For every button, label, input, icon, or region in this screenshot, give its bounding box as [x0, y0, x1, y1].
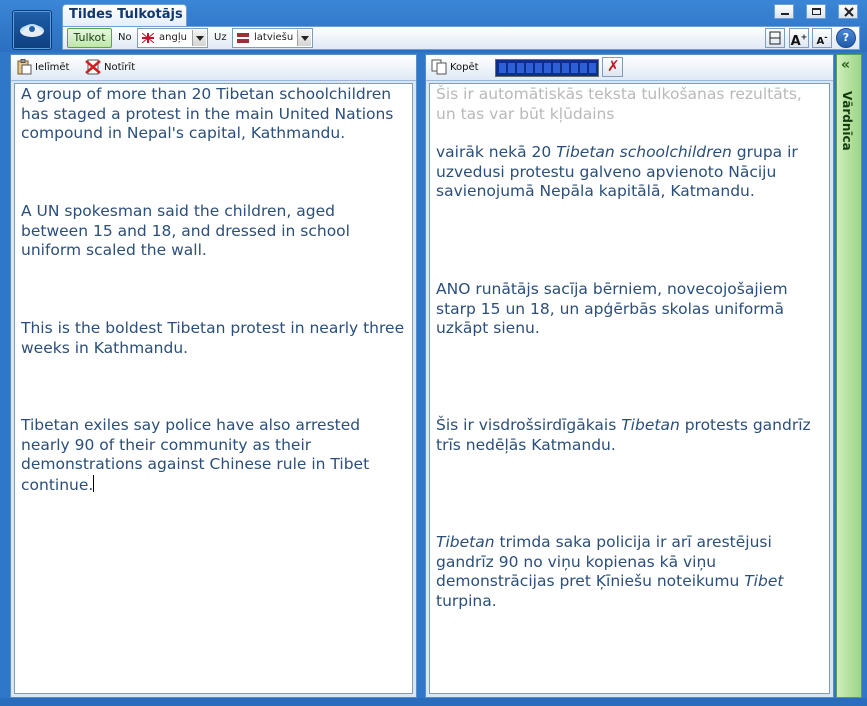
translation-fragment: vairāk nekā 20 — [436, 143, 557, 161]
progress-segment — [553, 63, 560, 73]
layout-toggle-button[interactable] — [765, 28, 785, 48]
source-paragraph-4 — [21, 416, 406, 495]
translation-output[interactable] — [429, 83, 830, 694]
progress-segment — [517, 63, 524, 73]
help-icon: ? — [842, 31, 850, 44]
target-language-select[interactable] — [232, 28, 313, 48]
source-panel-toolbar — [11, 55, 416, 81]
uk-flag-icon — [142, 33, 154, 43]
source-paragraph-1: A group of more than 20 Tibetan schoolchildren has staged a protest in the main United Nations compound in Nepal's capital, Kathmandu. — [21, 85, 394, 142]
source-language-value: angļu — [159, 32, 187, 43]
layout-icon — [769, 31, 781, 45]
clear-icon — [85, 59, 101, 75]
chevron-down-icon[interactable] — [192, 30, 206, 46]
untranslated-term: Tibetan — [621, 416, 680, 434]
from-label: No — [118, 32, 132, 43]
help-button[interactable] — [836, 28, 856, 48]
progress-segment — [535, 63, 542, 73]
font-decrease-icon: A- — [816, 33, 828, 48]
to-label: Uz — [214, 32, 227, 43]
copy-icon — [431, 59, 447, 75]
translation-fragment: turpina. — [436, 591, 497, 610]
translation-paragraph-3 — [436, 416, 823, 455]
font-increase-button[interactable] — [789, 28, 809, 48]
status-bar — [0, 698, 867, 706]
dictionary-label: Vārdnīca — [840, 91, 854, 151]
title-bar — [0, 0, 867, 52]
translation-paragraph-1 — [436, 143, 823, 202]
maximize-button[interactable] — [806, 4, 826, 19]
progress-segment — [589, 63, 596, 73]
close-icon: ✗ — [607, 57, 620, 75]
source-paragraph-4-text: Tibetan exiles say police have also arrested nearly 90 of their community as their demonstrations against Chinese rule in Tibet continue. — [21, 416, 370, 494]
source-text-input[interactable] — [14, 83, 413, 694]
translation-fragment: trimda saka policija ir arī arestējusi gandrīz 90 no viņu kopienas kā viņu demonstrācijas pret Ķīniešu noteikumu — [436, 533, 772, 590]
text-cursor — [93, 475, 94, 492]
progress-segment — [499, 63, 506, 73]
stop-translation-button[interactable] — [602, 57, 623, 77]
dictionary-sidebar[interactable] — [836, 54, 862, 698]
translate-button[interactable]: Tulkot — [67, 28, 112, 48]
translation-paragraph-4 — [436, 533, 823, 611]
paste-label: Ielīmēt — [35, 62, 70, 73]
progress-segment — [571, 63, 578, 73]
source-paragraph-2: A UN spokesman said the children, aged between 15 and 18, and dressed in school uniform scaled the wall. — [21, 202, 350, 259]
source-panel — [10, 54, 417, 698]
progress-segment — [508, 63, 515, 73]
minimize-button[interactable] — [774, 4, 794, 19]
untranslated-term: Tibetan — [436, 533, 495, 551]
source-paragraph-3: This is the boldest Tibetan protest in nearly three weeks in Kathmandu. — [21, 319, 405, 357]
close-window-button[interactable] — [838, 4, 858, 19]
translation-panel — [425, 54, 834, 698]
progress-segment — [526, 63, 533, 73]
translation-fragment: grupa ir uzvedusi protestu galveno apvienoto Nāciju savienojumā Nepāla kapitālā, Katmandu. — [436, 143, 798, 200]
translation-fragment: Šis ir visdrošsirdīgākais — [436, 416, 622, 434]
app-logo-icon — [12, 10, 52, 50]
target-language-value: latviešu — [254, 32, 294, 43]
main-toolbar — [62, 26, 860, 50]
font-decrease-button[interactable] — [812, 28, 832, 48]
translation-fragment: ANO runātājs sacīja bērniem, novecojošajiem starp 15 un 18, un apģērbās skolas uniformā uzkāpt sienu. — [436, 280, 788, 337]
progress-segment — [580, 63, 587, 73]
source-language-select[interactable] — [137, 28, 208, 48]
translation-progress-bar — [495, 59, 599, 77]
translation-paragraph-2 — [436, 280, 823, 339]
double-chevron-left-icon[interactable]: « — [841, 57, 847, 73]
copy-label: Kopēt — [450, 62, 479, 73]
chevron-down-icon[interactable] — [297, 30, 311, 46]
paste-icon — [16, 59, 32, 75]
close-icon — [844, 7, 854, 17]
machine-translation-notice: Šis ir automātiskās teksta tulkošanas rezultāts, un tas var būt kļūdains — [436, 85, 802, 123]
progress-segment — [562, 63, 569, 73]
progress-segment — [544, 63, 551, 73]
app-title-tab — [62, 4, 187, 26]
clear-label: Notīrīt — [104, 62, 136, 73]
translation-panel-toolbar — [426, 55, 833, 81]
translation-fragment: protests gandrīz trīs nedēļās Katmandu. — [436, 416, 811, 454]
app-title: Tildes Tulkotājs — [69, 7, 183, 22]
font-increase-icon: A+ — [790, 33, 808, 50]
untranslated-term: Tibetan schoolchildren — [556, 143, 732, 161]
untranslated-term: Tibet — [744, 572, 784, 590]
latvia-flag-icon — [237, 33, 249, 43]
